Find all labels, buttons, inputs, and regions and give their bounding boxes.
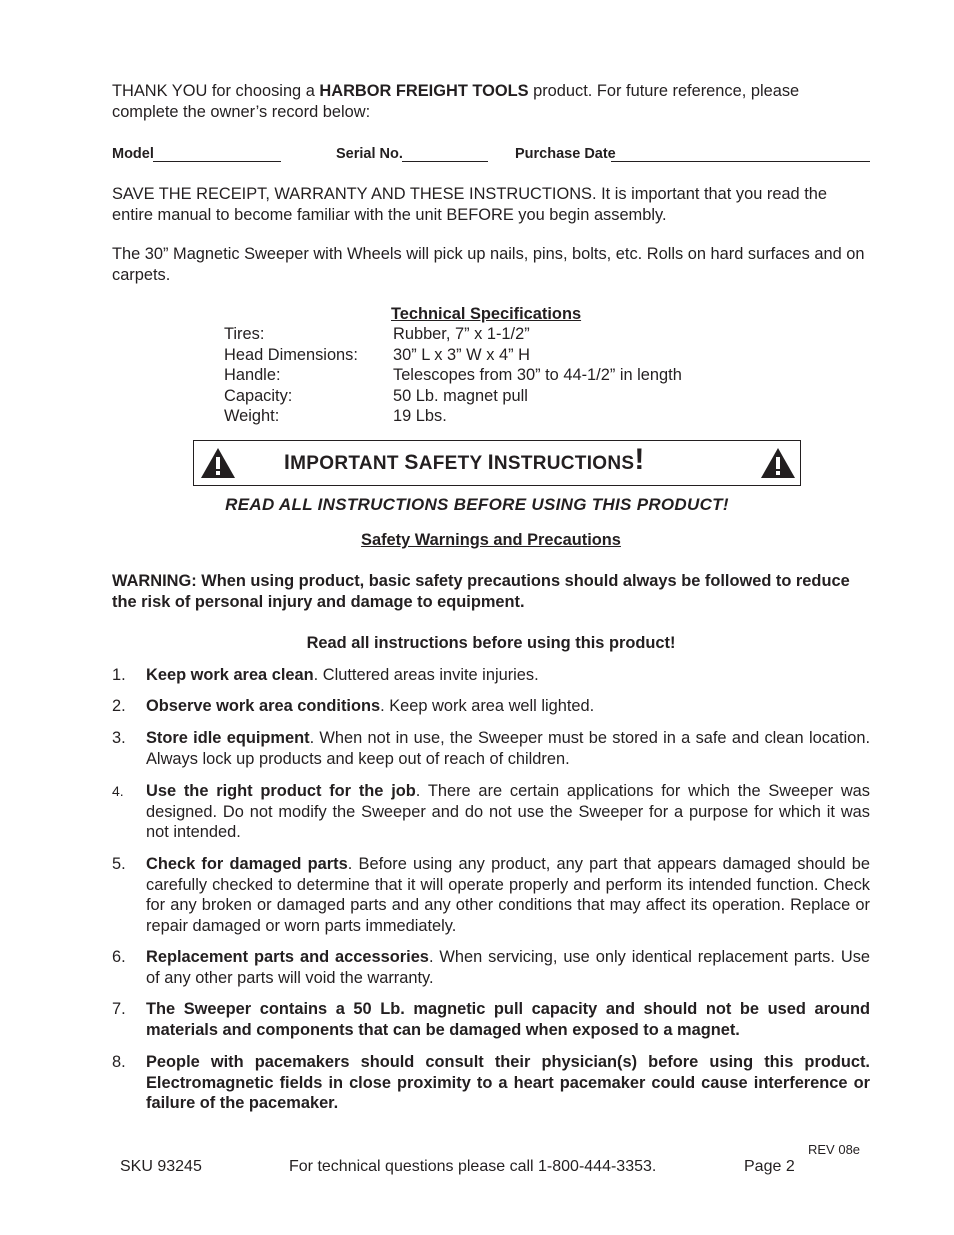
read-all-instructions-italic: READ ALL INSTRUCTIONS BEFORE USING THIS PRODUCT! (225, 495, 729, 514)
intro-thank-prefix: THANK YOU for choosing a (112, 82, 320, 100)
safety-list-item: 4. Use the right product for the job. There are certain applications for which the Sweeper was designed. Do not modify the Sweeper and do not use the Sweeper for a purpose for which it was not intended. (112, 782, 870, 841)
specs-title: Technical Specifications (391, 305, 582, 323)
spec-label: Head Dimensions: (224, 346, 358, 364)
spec-row (224, 345, 824, 366)
serial-label: Serial No. (336, 146, 403, 162)
spec-label: Handle: (224, 366, 281, 384)
spec-row (224, 324, 824, 345)
serial-field-line[interactable] (402, 161, 488, 162)
safety-list-item: 8. People with pacemakers should consult their physician(s) before using this product. Electromagnetic fields in close proximity to a heart pacemaker could cause interference or failure of the pacemaker. (112, 1053, 870, 1112)
read-all-instructions-bold: Read all instructions before using this product! (306, 634, 676, 652)
safety-list-item: 7. The Sweeper contains a 50 Lb. magnetic pull capacity and should not be used around materials and components that can be damaged when exposed to a magnet. (112, 1000, 870, 1039)
owners-record (112, 144, 870, 164)
spec-value: Rubber, 7” x 1-1/2” (393, 325, 530, 343)
description-paragraph: The 30” Magnetic Sweeper with Wheels will pick up nails, pins, bolts, etc. Rolls on hard surfaces and on carpets. (112, 245, 865, 284)
model-field-line[interactable] (153, 161, 281, 162)
purchase-date-label: Purchase Date (515, 146, 616, 162)
spec-value: 30” L x 3” W x 4” H (393, 346, 530, 364)
spec-label: Tires: (224, 325, 265, 343)
spec-label: Weight: (224, 407, 280, 425)
banner-title: IMPORTANT SAFETY INSTRUCTIONS! (284, 443, 645, 476)
warning-triangle-icon (200, 447, 236, 479)
sku-label: SKU 93245 (120, 1158, 202, 1175)
safety-list-item: 6. Replacement parts and accessories. When servicing, use only identical replacement parts. Use of any other parts will void the warranty. (112, 948, 871, 987)
spec-row (224, 406, 824, 427)
save-receipt-paragraph: SAVE THE RECEIPT, WARRANTY AND THESE INSTRUCTIONS. It is important that you read the entire manual to become familiar with the unit BEFORE you begin assembly. (112, 185, 828, 224)
safety-warnings-heading: Safety Warnings and Precautions (361, 531, 621, 549)
safety-list-item: 5. Check for damaged parts. Before using any product, any part that appears damaged should be carefully checked to determine that it will operate properly and perform its intended function. Check for any broken or damaged parts and any other conditions that may affect its operation. Replace or repair damaged or worn parts immediately. (112, 855, 870, 935)
spec-row (224, 386, 824, 407)
spec-value: 50 Lb. magnet pull (393, 387, 528, 405)
safety-list-item: 3. Store idle equipment. When not in use, the Sweeper must be stored in a safe and clean location. Always lock up products and keep out of reach of children. (112, 729, 870, 768)
spec-value: 19 Lbs. (393, 407, 447, 425)
spec-label: Capacity: (224, 387, 293, 405)
warning-paragraph: WARNING: When using product, basic safety precautions should always be followed to reduce the risk of personal injury and damage to equipment. (112, 572, 850, 611)
revision-label: REV 08e (808, 1142, 861, 1157)
brand-name: HARBOR FREIGHT TOOLS (319, 82, 529, 100)
safety-list-item: 1. Keep work area clean. Cluttered areas invite injuries. (112, 666, 539, 684)
spec-value: Telescopes from 30” to 44-1/2” in length (393, 366, 682, 384)
model-label: Model (112, 146, 154, 162)
page-number: Page 2 (744, 1158, 795, 1175)
safety-list-item: 2. Observe work area conditions. Keep work area well lighted. (112, 697, 595, 715)
intro-paragraph (112, 81, 870, 122)
safety-banner (193, 440, 801, 486)
warning-triangle-icon (760, 447, 796, 479)
spec-row (224, 365, 824, 386)
technical-support-phone: For technical questions please call 1-800-444-3353. (289, 1158, 657, 1175)
purchase-date-field-line[interactable] (611, 161, 870, 162)
intro-thank-suffix: product. For future reference, please complete the owner’s record below: (112, 82, 800, 121)
